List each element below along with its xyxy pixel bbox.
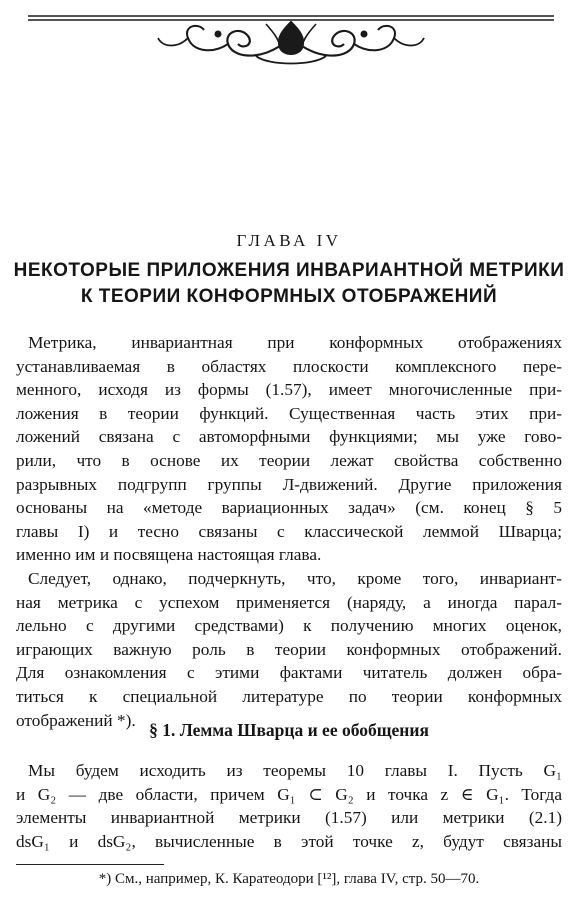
text-line: лельно с другими средствами) к получению многих оценок, [16,616,562,636]
section-heading: § 1. Лемма Шварца и ее обобщения [149,720,429,740]
chapter-label: ГЛАВА IV [236,231,342,250]
text-line: титься к специальной литературе по теории конформных [16,686,562,706]
text-line: устанавливаемая в областях плоскости комплексного пере- [16,356,562,376]
text-line: играющих важную роль в теории конформных отображений. [16,639,562,659]
text-line: Следует, однако, подчеркнуть, что, кроме того, инвариант- [28,569,562,588]
chapter-title-line-1: НЕКОТОРЫЕ ПРИЛОЖЕНИЯ ИНВАРИАНТНОЙ МЕТРИКИ [13,260,565,281]
text-line: Для ознакомления с этими фактами читатель должен обра- [16,663,562,683]
text-line: главы I) и тесно связаны с классической леммой Шварца; [16,521,562,541]
text-line: именно им и посвящена настоящая глава. [16,545,322,565]
footnote-divider [16,864,164,865]
text-line: Мы будем исходить из теоремы 10 главы I. Пусть G₁ [28,761,562,780]
decorative-ornament-header [28,8,554,70]
text-line: менного, исходя из формы (1.57), имеет многочисленные при- [16,380,562,400]
text-line: ная метрика с успехом применяется (наряду, а иногда парал- [16,592,562,612]
text-line: отображений *). [16,710,136,730]
footnote: *) См., например, К. Каратеодори [¹²], глава IV, стр. 50—70. [98,871,480,887]
paragraph-section-1 [0,759,578,853]
text-line: рили, что в основе их теории лежат свойства собственно [16,450,562,470]
text-line: и G₂ — две области, причем G₁ ⊂ G₂ и точка z ∈ G₁. Тогда [16,784,562,804]
paragraph-intro [0,331,578,567]
text-line: основаны на «методе вариационных задач» (см. конец § 5 [16,498,562,518]
paragraph-note [0,567,578,732]
text-line: Метрика, инвариантная при конформных отображениях [28,333,562,352]
text-line: dsG₁ и dsG₂, вычисленные в этой точке z, будут связаны [16,831,562,851]
text-line: ложений связана с автоморфными функциями; мы уже гово- [16,427,562,447]
text-line: элементы инвариантной метрики (1.57) или метрики (2.1) [16,808,562,828]
text-line: ложения в теории функций. Существенная часть этих при- [16,403,562,423]
text-line: разрывных подгрупп группы Л-движений. Другие приложения [16,474,562,494]
chapter-title [0,258,578,310]
chapter-title-line-2: К ТЕОРИИ КОНФОРМНЫХ ОТОБРАЖЕНИЙ [80,286,498,307]
